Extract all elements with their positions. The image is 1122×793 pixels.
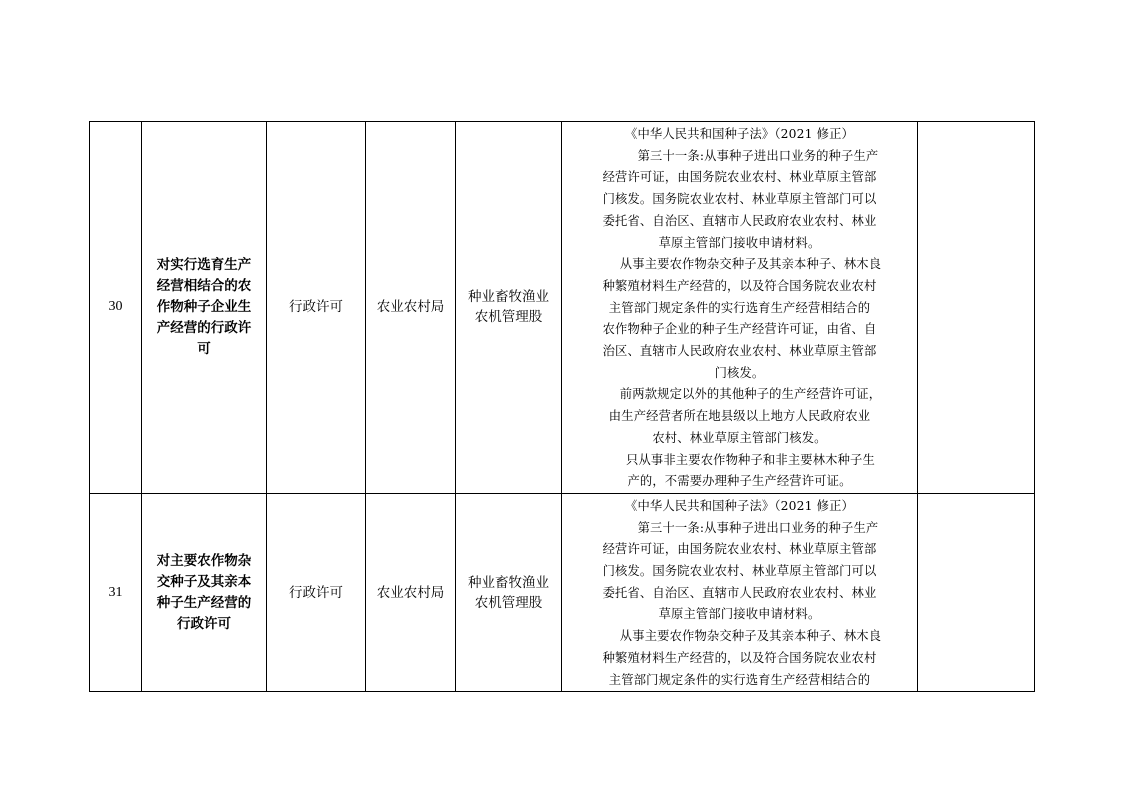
- basis-line: 主管部门规定条件的实行选育生产经营相结合的: [608, 300, 871, 315]
- responsible-unit: 种业畜牧渔业农机管理股: [456, 493, 562, 691]
- basis-line: 从事主要农作物杂交种子及其亲本种子、林木良: [619, 629, 882, 644]
- basis-line: 由生产经营者所在地县级以上地方人民政府农业: [608, 409, 871, 424]
- legal-basis: [562, 122, 918, 494]
- remarks: [918, 493, 1035, 691]
- basis-line: 门核发。: [714, 365, 765, 380]
- item-name: 对主要农作物杂交种子及其亲本种子生产经营的行政许可: [142, 493, 267, 691]
- legal-basis: [562, 493, 918, 691]
- basis-line: 治区、直辖市人民政府农业农村、林业草原主管部: [602, 344, 877, 359]
- basis-line: 委托省、自治区、直辖市人民政府农业农村、林业: [602, 213, 877, 228]
- basis-line: 草原主管部门接收申请材料。: [658, 235, 821, 250]
- item-category: 行政许可: [267, 122, 366, 494]
- basis-line: 农村、林业草原主管部门核发。: [652, 430, 827, 445]
- row-number: 30: [90, 122, 142, 494]
- item-name: 对实行选育生产经营相结合的农作物种子企业生产经营的行政许可: [142, 122, 267, 494]
- basis-line: 经营许可证，由国务院农业农村、林业草原主管部: [602, 542, 877, 557]
- basis-line: 《中华人民共和国种子法》（2021 修正）: [625, 127, 854, 141]
- basis-line: 从事主要农作物杂交种子及其亲本种子、林木良: [619, 257, 882, 272]
- basis-line: 第三十一条:从事种子进出口业务的种子生产: [637, 148, 879, 163]
- basis-line: 第三十一条:从事种子进出口业务的种子生产: [637, 520, 879, 535]
- basis-line: 《中华人民共和国种子法》（2021 修正）: [625, 498, 854, 513]
- basis-line: 委托省、自治区、直辖市人民政府农业农村、林业: [602, 585, 877, 600]
- basis-line: 产的，不需要办理种子生产经营许可证。: [627, 474, 852, 489]
- table-row: [90, 493, 1035, 691]
- row-number: 31: [90, 493, 142, 691]
- basis-line: 主管部门规定条件的实行选育生产经营相结合的: [608, 672, 871, 687]
- basis-line: 前两款规定以外的其他种子的生产经营许可证，: [619, 387, 882, 402]
- basis-line: 种繁殖材料生产经营的，以及符合国务院农业农村: [602, 278, 877, 293]
- item-category: 行政许可: [267, 493, 366, 691]
- responsible-unit: 种业畜牧渔业农机管理股: [456, 122, 562, 494]
- basis-line: 门核发。国务院农业农村、林业草原主管部门可以: [602, 564, 877, 579]
- basis-line: 只从事非主要农作物种子和非主要林木种子生: [626, 452, 875, 467]
- basis-line: 草原主管部门接收申请材料。: [658, 607, 821, 622]
- table-row: [90, 122, 1035, 494]
- remarks: [918, 122, 1035, 494]
- implementing-department: 农业农村局: [366, 122, 456, 494]
- basis-line: 农作物种子企业的种子生产经营许可证，由省、自: [602, 322, 877, 337]
- permit-table: [89, 121, 1035, 692]
- basis-line: 种繁殖材料生产经营的，以及符合国务院农业农村: [602, 650, 877, 665]
- basis-line: 经营许可证，由国务院农业农村、林业草原主管部: [602, 170, 877, 185]
- implementing-department: 农业农村局: [366, 493, 456, 691]
- basis-line: 门核发。国务院农业农村、林业草原主管部门可以: [602, 192, 877, 207]
